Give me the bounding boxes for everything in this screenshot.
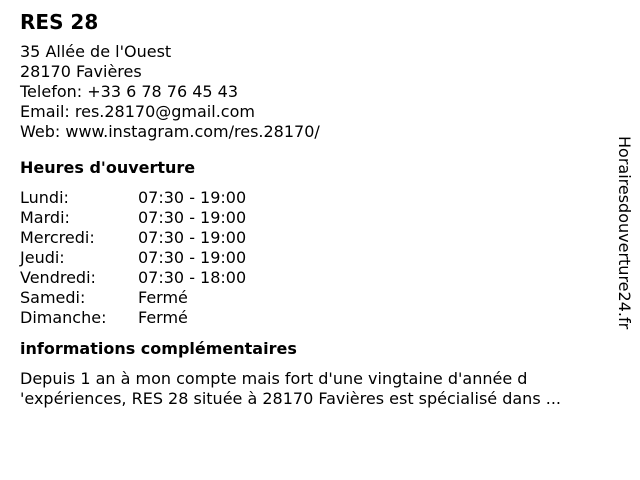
hours-day: Mercredi: (20, 228, 95, 247)
opening-hours-table (20, 188, 600, 328)
hours-time: 07:30 - 19:00 (138, 208, 247, 227)
hours-time: Fermé (138, 288, 188, 307)
hours-time: Fermé (138, 308, 188, 327)
hours-row-mardi (20, 208, 600, 228)
additional-info-title: informations complémentaires (20, 339, 297, 358)
address-line-2: 28170 Favières (20, 62, 142, 81)
hours-day: Vendredi: (20, 268, 96, 287)
opening-hours-title: Heures d'ouverture (20, 158, 196, 177)
hours-day: Jeudi: (20, 248, 65, 267)
hours-row-samedi (20, 288, 600, 308)
hours-day: Samedi: (20, 288, 86, 307)
site-watermark: Horairesdouverture24.fr (615, 136, 634, 330)
hours-time: 07:30 - 19:00 (138, 228, 247, 247)
hours-row-mercredi (20, 228, 600, 248)
web-line: Web: www.instagram.com/res.28170/ (20, 122, 320, 141)
hours-row-lundi (20, 188, 600, 208)
hours-row-vendredi (20, 268, 600, 288)
email-line: Email: res.28170@gmail.com (20, 102, 255, 121)
hours-time: 07:30 - 19:00 (138, 188, 247, 207)
additional-info-text: Depuis 1 an à mon compte mais fort d'une vingtaine d'année d 'expériences, RES 28 située à 28170 Favières est spécialisé dans ... (20, 369, 561, 408)
hours-time: 07:30 - 18:00 (138, 268, 247, 287)
business-card (20, 10, 600, 409)
hours-time: 07:30 - 19:00 (138, 248, 247, 267)
phone-line: Telefon: +33 6 78 76 45 43 (20, 82, 239, 101)
hours-row-jeudi (20, 248, 600, 268)
hours-day: Dimanche: (20, 308, 107, 327)
address-line-1: 35 Allée de l'Ouest (20, 42, 172, 61)
business-name: RES 28 (20, 10, 99, 34)
hours-day: Lundi: (20, 188, 69, 207)
hours-row-dimanche (20, 308, 600, 328)
contact-block (20, 42, 600, 142)
hours-day: Mardi: (20, 208, 70, 227)
